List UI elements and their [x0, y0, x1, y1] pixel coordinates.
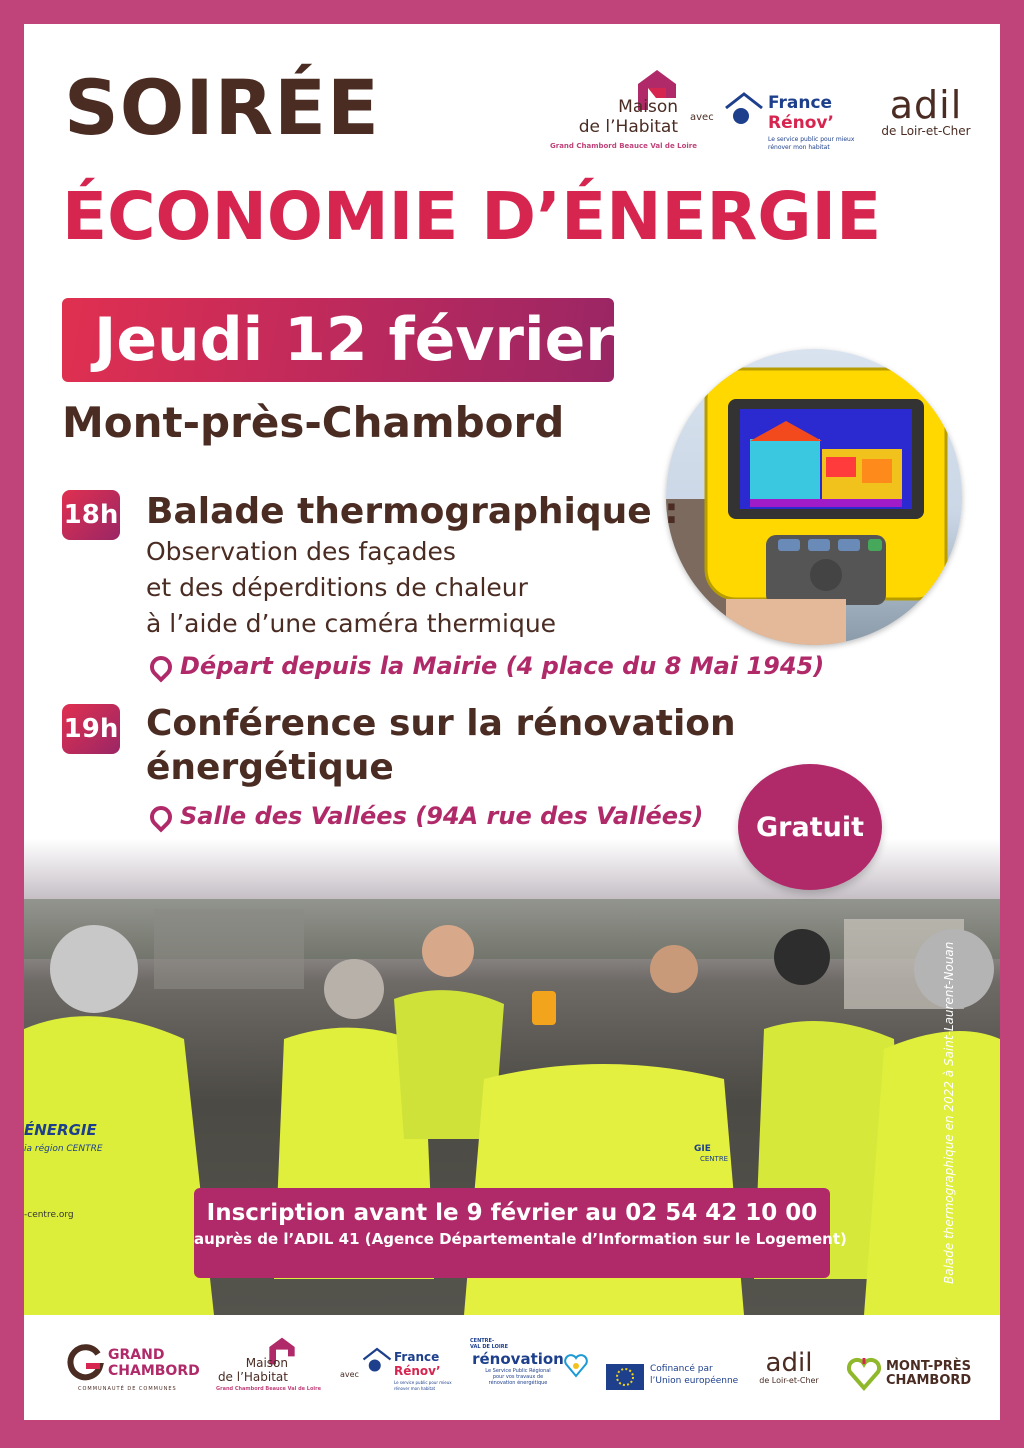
- mpc-line2: CHAMBORD: [886, 1373, 972, 1388]
- event-city: Mont-près-Chambord: [62, 398, 565, 447]
- event1-desc1: Observation des façades: [146, 537, 456, 566]
- cvl-label: rénovation: [472, 1350, 564, 1368]
- event2-location-text: Salle des Vallées (94A rue des Vallées): [180, 802, 704, 830]
- footer-france: France: [394, 1350, 440, 1364]
- maison-line1: Maison: [618, 97, 678, 117]
- vest-text-centre: CENTRE: [700, 1155, 729, 1163]
- eu-flag-icon: [606, 1364, 644, 1390]
- adil-sub: de Loir-et-Cher: [881, 124, 971, 138]
- region-heart-icon: [564, 1352, 588, 1380]
- event1-desc2: et des déperditions de chaleur: [146, 573, 528, 602]
- event2-title1: Conférence sur la rénovation: [146, 703, 736, 744]
- france-renov-logo: [724, 86, 864, 166]
- cvl-top2: VAL DE LOIRE: [470, 1344, 509, 1350]
- avec-label: avec: [690, 112, 714, 123]
- cvl-sub3: rénovation énergétique: [488, 1380, 548, 1386]
- footer-adil-logo: [754, 1350, 824, 1400]
- renov-label: Rénov’: [768, 113, 834, 133]
- registration-main: Inscription avant le 9 février au 02 54 42 10 00: [206, 1200, 818, 1226]
- footer-france-sub2: rénover mon habitat: [394, 1386, 436, 1391]
- vest-text-region: ia région CENTRE: [24, 1144, 103, 1154]
- mpc-line1: MONT-PRÈS: [886, 1359, 972, 1374]
- eu-logo: [606, 1364, 739, 1394]
- location-pin-icon: [145, 651, 176, 682]
- footer-avec: avec: [340, 1370, 359, 1379]
- footer-adil-sub: de Loir-et-Cher: [759, 1376, 819, 1385]
- footer-maison-line1: Maison: [245, 1356, 288, 1370]
- france-sub1: Le service public pour mieux: [768, 136, 855, 143]
- thermal-camera-photo: [666, 349, 962, 645]
- adil-logo: [876, 83, 976, 156]
- vest-text-energie: ÉNERGIE: [24, 1121, 97, 1139]
- time-badge-18h: 18h: [62, 490, 120, 540]
- title-economie-energie: ÉCONOMIE D’ÉNERGIE: [62, 178, 882, 255]
- region-heart-svg: [564, 1352, 588, 1380]
- footer-partners: [24, 1316, 1000, 1420]
- poster: [24, 24, 1000, 1420]
- registration-banner: [194, 1188, 847, 1278]
- footer-maison-line2: de l’Habitat: [217, 1370, 288, 1384]
- cvl-renovation-logo: [470, 1338, 566, 1408]
- eu-stars-icon: [606, 1364, 644, 1390]
- footer-adil: adil: [765, 1348, 813, 1378]
- footer-maison-habitat-logo: [216, 1336, 321, 1400]
- photo-credit: Balade thermographique en 2022 à Saint-Laurent-Nouan: [942, 941, 956, 1284]
- footer-maison-sub: Grand Chambord Beauce Val de Loire: [216, 1386, 321, 1392]
- eu-line1: Cofinancé par: [650, 1364, 713, 1374]
- footer-france-renov-icon: [362, 1346, 392, 1376]
- event1-location: [150, 652, 824, 680]
- gc-label1: GRAND: [108, 1347, 165, 1363]
- event1-title: Balade thermographique :: [146, 491, 679, 532]
- maison-sub: Grand Chambord Beauce Val de Loire: [550, 142, 697, 150]
- event-date: Jeudi 12 février: [94, 305, 615, 375]
- grand-chambord-logo: [66, 1344, 200, 1394]
- footer-france-sub1: Le service public pour mieux: [394, 1380, 452, 1385]
- cvl-top1: CENTRE-: [470, 1338, 495, 1344]
- time-badge-19h: 19h: [62, 704, 120, 754]
- maison-habitat-logo: [550, 68, 697, 158]
- france-renov-roof-icon: [724, 90, 764, 130]
- event2-title2: énergétique: [146, 747, 394, 788]
- maison-line2: de l’Habitat: [578, 117, 678, 137]
- grand-chambord-g-icon: [66, 1344, 104, 1382]
- footer-france-renov-logo: [362, 1346, 472, 1406]
- event1-desc3: à l’aide d’une caméra thermique: [146, 609, 557, 638]
- france-sub2: rénover mon habitat: [768, 144, 830, 151]
- eu-line2: l’Union européenne: [650, 1376, 739, 1386]
- france-label: France: [768, 93, 833, 113]
- mpc-heart-icon: [846, 1356, 882, 1392]
- adil-label: adil: [889, 83, 963, 127]
- registration-sub: auprès de l’ADIL 41 (Agence Départementale d’Information sur le Logement): [194, 1230, 847, 1248]
- mont-pres-chambord-logo: [846, 1356, 972, 1396]
- footer-renov: Rénov’: [394, 1364, 441, 1378]
- thermal-camera-illustration: [666, 349, 962, 645]
- event1-location-text: Départ depuis la Mairie (4 place du 8 Mai 1945): [180, 652, 825, 680]
- vest-text-gie: GIE: [694, 1144, 711, 1154]
- title-soiree: SOIRÉE: [64, 63, 380, 152]
- gc-label2: CHAMBORD: [108, 1363, 200, 1379]
- vest-text-url: -centre.org: [24, 1210, 74, 1220]
- event2-location: [150, 802, 703, 830]
- location-pin-icon: [145, 801, 176, 832]
- gratuit-badge: Gratuit: [738, 764, 882, 890]
- cvl-sub2: pour vos travaux de: [492, 1374, 544, 1380]
- gc-sub: COMMUNAUTÉ DE COMMUNES: [78, 1386, 177, 1392]
- cvl-sub1: Le Service Public Régional: [485, 1368, 551, 1374]
